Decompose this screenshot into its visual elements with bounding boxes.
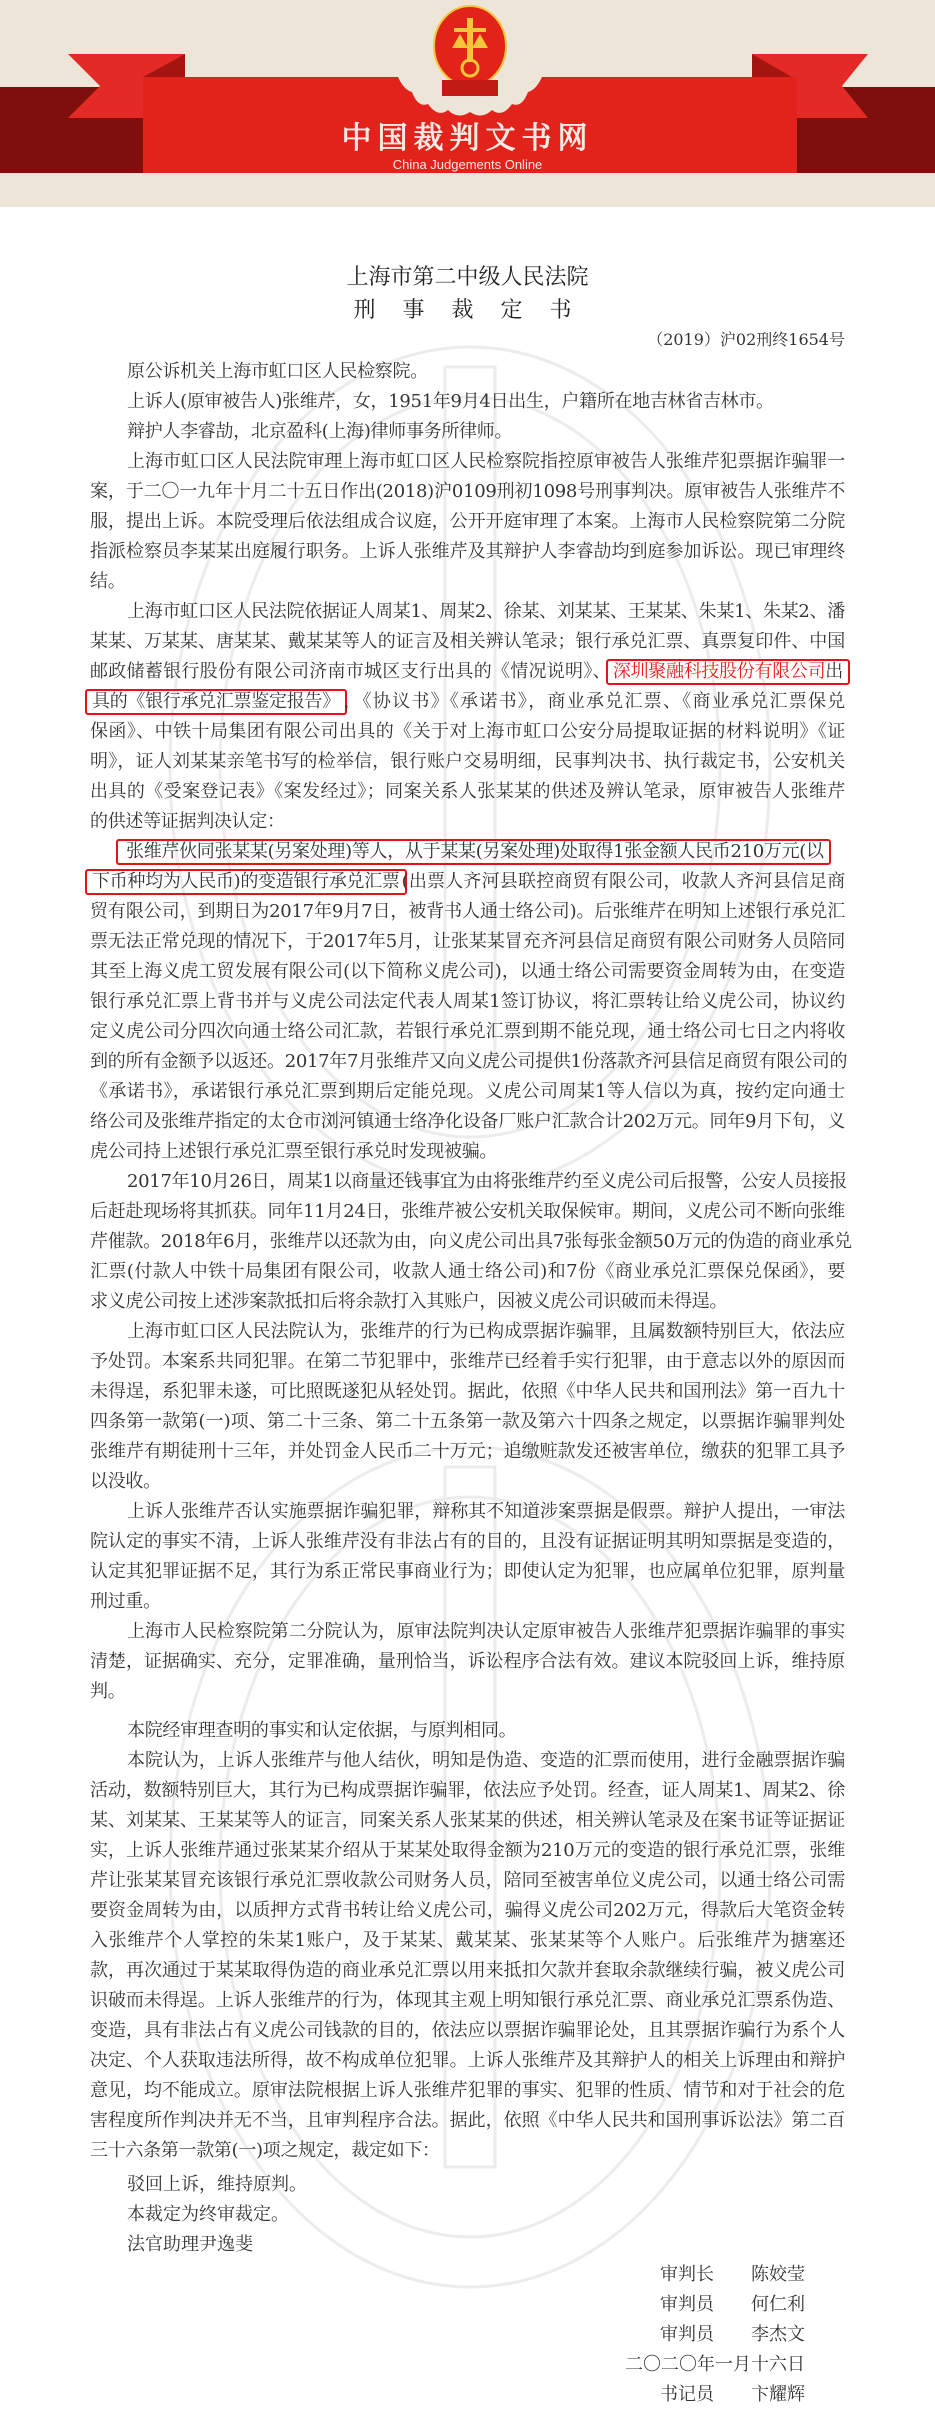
text-line: 某某、万某某、唐某某、戴某某等人的证言及相关辨认笔录；银行承兑汇票、真票复印件、中国 <box>90 631 845 652</box>
text-line: 案，于二〇一九年十月二十五日作出(2018)沪0109刑初1098号刑事判决。原审被告人张维芹不 <box>90 481 845 502</box>
site-name-english: China Judgements Online <box>392 157 543 172</box>
text-line: 上诉人张维芹否认实施票据诈骗犯罪，辩称其不知道涉案票据是假票。辩护人提出，一审法 <box>127 1501 845 1522</box>
text-line: 要资金周转为由，以质押方式背书转让给义虎公司，骗得义虎公司202万元，得款后大笔资金转 <box>90 1900 845 1921</box>
text-segment: (出票人齐河县联控商贸有限公司，收款人齐河县信足商 <box>401 871 845 892</box>
text-line: 后赶赴现场将其抓获。同年11月24日，张维芹被公安机关取保候审。期间，义虎公司不断向张维 <box>90 1201 845 1222</box>
text-line: 予处罚。本案系共同犯罪。在第二节犯罪中，张维芹已经着手实行犯罪，由于意志以外的原因而 <box>90 1351 845 1372</box>
text-line: 上海市虹口区人民法院认为，张维芹的行为已构成票据诈骗罪，且属数额特别巨大，依法应 <box>127 1321 845 1342</box>
text-line: 贸有限公司，到期日为2017年9月7日，被背书人通士络公司)。后张维芹在明知上述银行承兑汇 <box>90 901 845 922</box>
signature-role: 审判员 <box>660 2324 714 2345</box>
text-line: 虎公司持上述银行承兑汇票至银行承兑时发现被骗。 <box>90 1141 498 1162</box>
paragraph <box>90 387 845 417</box>
clerk-row <box>600 2380 805 2410</box>
paragraph <box>90 597 845 837</box>
paragraph <box>90 1317 845 1497</box>
text-line: 的供述等证据判决认定： <box>90 811 285 832</box>
text-line: 明》，证人刘某某亲笔书写的检举信，银行账户交易明细，民事判决书、执行裁定书，公安机关 <box>90 751 845 772</box>
text-line: 定义虎公司分四次向通士络公司汇款，若银行承兑汇票到期不能兑现，通士络公司七日之内将收 <box>90 1021 845 1042</box>
text-line: 实，上诉人张维芹通过张某某介绍从于某某处取得金额为210万元的变造的银行承兑汇票，张维 <box>90 1840 845 1861</box>
text-line: 汇票(付款人中铁十局集团有限公司，收款人通士络公司)和7份《商业承兑汇票保兑保函》，要 <box>90 1261 845 1282</box>
signature-row <box>600 2260 805 2290</box>
judgment-date: 二〇二〇年一月十六日 <box>625 2354 805 2375</box>
judgment-body <box>90 357 852 2166</box>
text-line <box>90 657 845 687</box>
text-line: 三十六条第一款第(一)项之规定，裁定如下： <box>90 2140 440 2161</box>
text-line: 结。 <box>90 571 126 592</box>
text-line: 络公司及张维芹指定的太仓市浏河镇通士络净化设备厂账户汇款合计202万元。同年9月下旬，义 <box>90 1111 845 1132</box>
text-line: 上海市虹口区人民法院依据证人周某1、周某2、徐某、刘某某、王某某、朱某1、朱某2、潘 <box>127 601 845 622</box>
site-header-banner <box>0 0 935 207</box>
text-line: 以没收。 <box>90 1471 161 1492</box>
highlight-box <box>116 839 831 865</box>
signature-role: 审判长 <box>660 2264 714 2285</box>
text-line: 入张维芹个人掌控的朱某1账户，及于某某、戴某某、张某某等个人账户。后张维芹为搪塞还 <box>90 1930 845 1951</box>
ruling-text: 驳回上诉，维持原判。 <box>127 2174 307 2195</box>
paragraph <box>90 357 845 387</box>
clerk-name: 卞耀辉 <box>751 2384 805 2405</box>
text-line: 某、刘某某、王某某等人的证言，同案关系人张某某的供述，相关辨认笔录及在案书证等证据证 <box>90 1810 845 1831</box>
text-line: 本院经审理查明的事实和认定依据，与原判相同。 <box>127 1720 517 1741</box>
paragraph <box>90 447 845 597</box>
document-content <box>90 357 852 2410</box>
highlighted-text: 下币种均为人民币)的变造银行承兑汇票 <box>92 871 400 892</box>
paragraph <box>90 1167 852 1317</box>
text-line: 四条第一款第(一)项、第二十三条、第二十五条第一款及第六十四条之规定，以票据诈骗罪判处 <box>90 1411 845 1432</box>
paragraph <box>90 1746 845 2166</box>
text-segment: 邮政储蓄银行股份有限公司济南市城区支行出具的《情况说明》、 <box>90 661 611 682</box>
text-line: 认定其犯罪证据不足，其行为系正常民事商业行为；即使认定为犯罪，也应属单位犯罪，原判量 <box>90 1561 845 1582</box>
highlighted-company-name: 深圳聚融科技股份有限公司 <box>612 661 826 682</box>
case-number: （2019）沪02刑终1654号 <box>647 330 845 349</box>
paragraph <box>90 837 848 1167</box>
clerk-role: 书记员 <box>660 2384 714 2405</box>
paragraph <box>90 417 845 447</box>
finality-text: 本裁定为终审裁定。 <box>127 2204 289 2225</box>
text-line: 芹催款。2018年6月，张维芹以还款为由，向义虎公司出具7张每张金额50万元的伪造的商业承兑 <box>90 1231 852 1252</box>
text-segment: ，《协议书》《承诺书》，商业承兑汇票、《商业承兑汇票保兑 <box>341 691 845 712</box>
text-line <box>90 837 845 867</box>
text-line <box>90 867 845 897</box>
text-line: 决定、个人获取违法所得，故不构成单位犯罪。上诉人张维芹及其辩护人的相关上诉理由和辩护 <box>90 2050 845 2071</box>
text-line: 活动，数额特别巨大，其行为已构成票据诈骗罪，依法应予处罚。经查，证人周某1、周某2、徐 <box>90 1780 845 1801</box>
court-emblem-icon <box>434 6 506 96</box>
signature-name: 李杰文 <box>751 2324 805 2345</box>
text-line: 《承诺书》，承诺银行承兑汇票到期后定能兑现。义虎公司周某1等人信以为真，按约定向通士 <box>90 1081 845 1102</box>
text-line: 求义虎公司按上述涉案款抵扣后将余款打入其账户，因被义虎公司识破而未得逞。 <box>90 1291 728 1312</box>
text-line <box>90 687 845 717</box>
signature-name: 何仁利 <box>751 2294 805 2315</box>
signature-role: 审判员 <box>660 2294 714 2315</box>
text-line: 判。 <box>90 1681 126 1702</box>
text-line: 其至上海义虎工贸发展有限公司(以下简称义虎公司)，以通士络公司需要资金周转为由，在变造 <box>90 961 845 982</box>
paragraph <box>90 1617 845 1707</box>
document-type: 刑 事 裁 定 书 <box>353 298 582 323</box>
judge-assistant: 法官助理尹逸斐 <box>127 2234 253 2255</box>
text-line: 张维芹有期徒刑十三年，并处罚金人民币二十万元；追缴赃款发还被害单位，缴获的犯罪工具予 <box>90 1441 845 1462</box>
text-line: 服，提出上诉。本院受理后依法组成合议庭，公开开庭审理了本案。上海市人民检察院第二分院 <box>90 511 845 532</box>
highlighted-text: 张维芹伙同张某某(另案处理)等人，从于某某(另案处理)处取得1张金额人民币210万元(以 <box>126 841 824 862</box>
text-line: 到的所有金额予以返还。2017年7月张维芹又向义虎公司提供1份落款齐河县信足商贸有限公司的 <box>90 1051 848 1072</box>
text-line: 原公诉机关上海市虹口区人民检察院。 <box>127 361 428 382</box>
text-line: 意见，均不能成立。原审法院根据上诉人张维芹犯罪的事实、犯罪的性质、情节和对于社会的危 <box>90 2080 845 2101</box>
highlight-box <box>85 689 347 715</box>
paragraph <box>90 1716 845 1746</box>
text-line: 清楚，证据确实、充分，定罪准确，量刑恰当，诉讼程序合法有效。建议本院驳回上诉，维持原 <box>90 1651 845 1672</box>
ruling-section <box>90 2170 845 2260</box>
text-line: 款，再次通过于某某取得伪造的商业承兑汇票以用来抵扣欠款并套取余款继续行骗，被义虎公司 <box>90 1960 845 1981</box>
text-line: 票无法正常兑现的情况下，于2017年5月，让张某某冒充齐河县信足商贸有限公司财务人员陪同 <box>90 931 845 952</box>
highlighted-text: 出 <box>825 661 843 682</box>
text-line: 刑过重。 <box>90 1591 161 1612</box>
signature-row <box>600 2320 805 2350</box>
signature-row <box>600 2290 805 2320</box>
text-line: 芹让张某某冒充该银行承兑汇票收款公司财务人员，陪同至被害单位义虎公司，以通士络公司需 <box>90 1870 845 1891</box>
text-line: 识破而未得逞。上诉人张维芹的行为，体现其主观上明知银行承兑汇票、商业承兑汇票系伪造、 <box>90 1990 845 2011</box>
text-line: 指派检察员李某某出庭履行职务。上诉人张维芹及其辩护人李睿劼均到庭参加诉讼。现已审理终 <box>90 541 845 562</box>
paragraph <box>90 1497 845 1617</box>
text-line: 2017年10月26日，周某1以商量还钱事宜为由将张维芹约至义虎公司后报警，公安人员接报 <box>127 1171 847 1192</box>
signature-name: 陈姣莹 <box>751 2264 805 2285</box>
ribbon-banner-graphic <box>0 0 935 207</box>
text-line: 害程度所作判决并无不当，且审判程序合法。据此，依照《中华人民共和国刑事诉讼法》第二百 <box>90 2110 845 2131</box>
highlight-box <box>85 869 407 895</box>
text-line: 变造，具有非法占有义虎公司钱款的目的，依法应以票据诈骗罪论处，且其票据诈骗行为系个人 <box>90 2020 845 2041</box>
text-line: 上海市人民检察院第二分院认为，原审法院判决认定原审被告人张维芹犯票据诈骗罪的事实 <box>127 1621 845 1642</box>
text-line: 未得逞，系犯罪未遂，可比照既遂犯从轻处罚。据此，依照《中华人民共和国刑法》第一百九十 <box>90 1381 845 1402</box>
text-line: 辩护人李睿劼，北京盈科(上海)律师事务所律师。 <box>127 421 513 442</box>
text-line: 出具的《受案登记表》《案发经过》；同案关系人张某某的供述及辨认笔录，原审被告人张维芹 <box>90 781 845 802</box>
text-line: 本院认为，上诉人张维芹与他人结伙，明知是伪造、变造的汇票而使用，进行金融票据诈骗 <box>127 1750 845 1771</box>
highlighted-text: 具的《银行承兑汇票鉴定报告》 <box>92 691 340 712</box>
text-line: 上海市虹口区人民法院审理上海市虹口区人民检察院指控原审被告人张维芹犯票据诈骗罪一 <box>127 451 845 472</box>
highlight-box <box>606 659 850 685</box>
text-line: 院认定的事实不清，上诉人张维芹没有非法占有的目的，且没有证据证明其明知票据是变造的， <box>90 1531 845 1552</box>
court-name: 上海市第二中级人民法院 <box>346 265 589 290</box>
site-name: 中国裁判文书网 <box>341 121 594 156</box>
text-line: 上诉人(原审被告人)张维芹，女，1951年9月4日出生，户籍所在地吉林省吉林市。 <box>127 391 774 412</box>
text-line: 保函》、中铁十局集团有限公司出具的《关于对上海市虹口公安分局提取证据的材料说明》《证 <box>90 721 845 742</box>
signature-block <box>600 2260 805 2410</box>
text-line: 银行承兑汇票上背书并与义虎公司法定代表人周某1签订协议，将汇票转让给义虎公司，协议约 <box>90 991 845 1012</box>
